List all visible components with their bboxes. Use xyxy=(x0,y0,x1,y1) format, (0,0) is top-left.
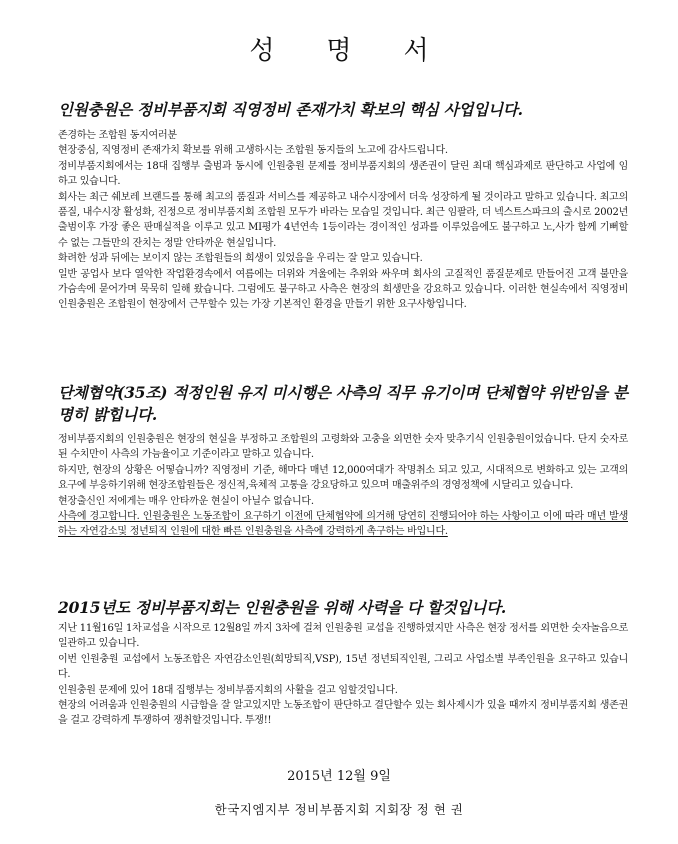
paragraph: 하지만, 현장의 상황은 어떻습니까? 직영정비 기준, 해마다 매년 12,000여대가 작명취소 되고 있고, 시대적으로 변화하고 있는 고객의 요구에 부응하기위해 현장조합원들은 정신적,육체적 고통을 강요당하고 있으며 매출위주의 경영정책에 시달리고 있습니다. xyxy=(58,464,628,492)
document-title: 성명서 xyxy=(249,36,481,66)
paragraph: 현장중심, 직영정비 존재가치 확보를 위해 고생하시는 조합원 동지들의 노고에 감사드립니다. xyxy=(58,145,448,157)
section-2-heading: 단체협약(35조) 적정인원 유지 미시행은 사측의 직무 유기이며 단체협약 위반임을 분명히 밝힙니다. xyxy=(58,383,628,424)
paragraph: 현장출신인 저에게는 매우 안타까운 현실이 아닐수 없습니다. xyxy=(58,495,314,507)
paragraph: 일반 공업사 보다 열악한 작업환경속에서 여름에는 더위와 겨울에는 추위와 싸우며 회사의 고질적인 품질문제로 만들어진 고객 불만을 가슴속에 묻어가며 묵묵히 일해 왔습니다. 그럼에도 불구하고 사측은 현장의 희생만을 강요하고 있습니다. 이러한 현실속에서 직영정비 인원충원은 조합원이 현장에서 근무할수 있는 가장 기본적인 환경을 만들기 위한 요구사항입니다. xyxy=(58,268,628,311)
section-3-body xyxy=(58,621,628,729)
section-1-heading: 인원충원은 정비부품지회 직영정비 존재가치 확보의 핵심 사업입니다. xyxy=(58,100,523,119)
section-2-body xyxy=(58,432,628,540)
paragraph: 현장의 어려움과 인원충원의 시급함을 잘 알고있지만 노동조합이 판단하고 결단할수 있는 회사제시가 있을 때까지 정비부품지회 생존권을 걸고 강력하게 투쟁하여 쟁취할것입니다. 투쟁!! xyxy=(58,700,628,727)
paragraph: 인원충원 문제에 있어 18대 집행부는 정비부품지회의 사활을 걸고 임할것입니다. xyxy=(58,684,398,696)
paragraph: 정비부품지회에서는 18대 집행부 출범과 동시에 인원충원 문제를 정비부품지회의 생존권이 달린 최대 핵심과제로 판단하고 사업에 임하고 있습니다. xyxy=(58,160,628,188)
paragraph: 정비부품지회의 인원충원은 현장의 현실을 부정하고 조합원의 고령화와 고충을 외면한 숫자 맞추기식 인원충원이었습니다. 단지 숫자로된 수치만이 사측의 가늠율이고 기준이라고 말하고 있습니다. xyxy=(58,434,628,461)
paragraph: 회사는 최근 쉐보레 브랜드를 통해 최고의 품질과 서비스를 제공하고 내수시장에서 더욱 성장하게 될 것이라고 말하고 있습니다. 최고의 품질, 내수시장 활성화, 진정으로 정비부품지회 조합원 모두가 바라는 모습일 것입니다. 최근 임팔라, 더 넥스트스파크의 출시로 2002년 출범이후 가장 좋은 판매실적을 이루고 있고 MI평가 4년연속 1등이라는 경이적인 성과를 이루었음에도 불구하고 노,사가 함께 기뻐할수 없는 그들만의 잔치는 정말 안타까운 현실입니다. xyxy=(58,191,628,249)
section-3-heading: 2015년도 정비부품지회는 인원충원을 위해 사력을 다 할것입니다. xyxy=(58,598,507,617)
document-date: 2015년 12월 9일 xyxy=(287,769,391,784)
warning-paragraph: 사측에 경고합니다. 인원충원은 노동조합이 요구하기 이전에 단체협약에 의거해 당연히 진행되어야 하는 사항이고 이에 따라 매년 발생하는 자연감소및 정년퇴직 인원에 대한 빠른 인원충원을 사측에 강력하게 촉구하는 바입니다. xyxy=(58,511,628,538)
paragraph: 존경하는 조합원 동지여러분 xyxy=(58,130,177,141)
signature-line: 한국지엠지부 정비부품지회 지회장 정 현 권 xyxy=(214,802,464,817)
paragraph: 화려한 성과 뒤에는 보이지 않는 조합원들의 희생이 있었음을 우리는 잘 알고 있습니다. xyxy=(58,253,423,265)
section-1-body xyxy=(58,128,628,313)
paragraph: 지난 11월16일 1차교섭을 시작으로 12월8일 까지 3차에 걸쳐 인원충원 교섭을 진행하였지만 사측은 현장 정서를 외면한 숫자놀음으로 일관하고 있습니다. xyxy=(58,623,628,650)
paragraph: 이번 인원충원 교섭에서 노동조합은 자연감소인원(희망퇴직,VSP), 15년 정년퇴직인원, 그리고 사업소별 부족인원을 요구하고 있습니다. xyxy=(58,653,628,681)
